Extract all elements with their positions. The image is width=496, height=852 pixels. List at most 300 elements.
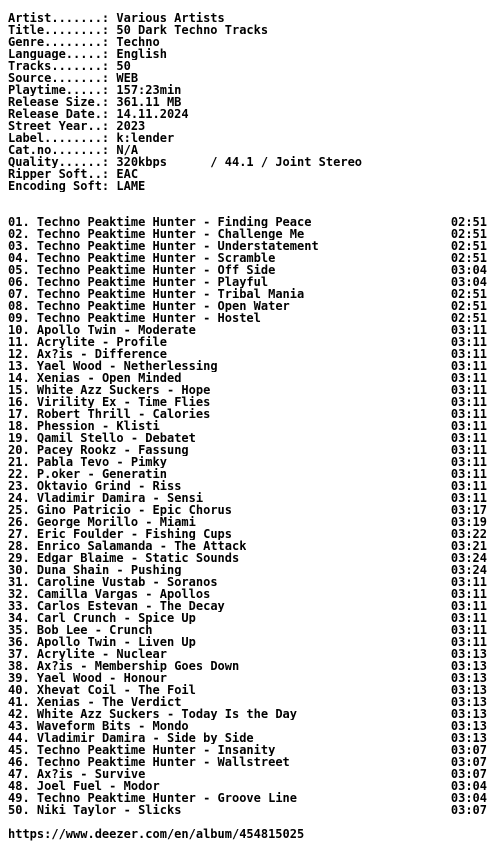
release-info-value: EAC (116, 168, 139, 180)
track-duration: 03:11 (450, 587, 487, 601)
track-number: 05. (8, 264, 30, 276)
track-title: Virility Ex - Time Flies (36, 396, 211, 408)
track-row (8, 312, 490, 324)
track-title: Apollo Twin - Liven Up (36, 636, 196, 648)
track-row (8, 564, 490, 576)
track-entry (8, 804, 181, 816)
track-entry (8, 420, 160, 432)
track-duration: 02:51 (450, 239, 487, 253)
track-duration: 03:11 (450, 635, 487, 649)
track-title: White Azz Suckers - Today Is the Day (36, 708, 298, 720)
release-info-line (8, 48, 490, 60)
track-row (8, 348, 490, 360)
track-row (8, 792, 490, 804)
release-info-label: Label........: (8, 132, 117, 144)
track-title: George Morillo - Miami (36, 516, 196, 528)
track-duration: 03:07 (450, 803, 487, 817)
track-title: Robert Thrill - Calories (36, 408, 211, 420)
track-duration: 03:11 (450, 347, 487, 361)
track-duration: 03:11 (450, 359, 487, 373)
nfo-text (8, 12, 490, 816)
track-title: Gino Patricio - Epic Chorus (36, 504, 232, 516)
track-number: 28. (8, 540, 30, 552)
track-entry (8, 636, 196, 648)
release-info-label: Tracks.......: (8, 60, 117, 72)
track-duration: 02:51 (450, 287, 487, 301)
track-number: 34. (8, 612, 30, 624)
track-entry (8, 336, 167, 348)
track-row (8, 696, 490, 708)
track-title: Pabla Tevo - Pimky (36, 456, 167, 468)
track-number: 40. (8, 684, 30, 696)
track-duration: 03:13 (450, 671, 487, 685)
release-info-line (8, 120, 490, 132)
track-duration: 03:11 (450, 443, 487, 457)
track-number: 07. (8, 288, 30, 300)
track-title: Carl Crunch - Spice Up (36, 612, 196, 624)
track-title: Yael Wood - Netherlessing (36, 360, 218, 372)
release-info-label: Street Year..: (8, 120, 117, 132)
track-number: 18. (8, 420, 30, 432)
track-entry (8, 600, 225, 612)
track-row (8, 252, 490, 264)
track-row (8, 660, 490, 672)
track-entry (8, 456, 167, 468)
track-duration: 03:11 (450, 407, 487, 421)
track-entry (8, 552, 239, 564)
release-info (8, 12, 490, 192)
track-number: 02. (8, 228, 30, 240)
track-row (8, 420, 490, 432)
track-title: Yael Wood - Honour (36, 672, 167, 684)
track-entry (8, 624, 153, 636)
track-entry (8, 588, 210, 600)
track-row (8, 636, 490, 648)
track-duration: 03:11 (450, 431, 487, 445)
track-number: 36. (8, 636, 30, 648)
track-title: Techno Peaktime Hunter - Hostel (36, 312, 261, 324)
track-entry (8, 228, 304, 240)
track-number: 37. (8, 648, 30, 660)
track-number: 19. (8, 432, 30, 444)
track-duration: 03:19 (450, 515, 487, 529)
spacer (8, 192, 490, 216)
track-entry (8, 444, 189, 456)
track-number: 35. (8, 624, 30, 636)
track-duration: 03:04 (450, 263, 487, 277)
track-title: Xenias - The Verdict (36, 696, 182, 708)
track-duration: 02:51 (450, 311, 487, 325)
track-number: 39. (8, 672, 30, 684)
track-duration: 03:11 (450, 479, 487, 493)
track-title: Phession - Klisti (36, 420, 160, 432)
track-duration: 03:04 (450, 275, 487, 289)
track-title: Waveform Bits - Mondo (36, 720, 189, 732)
track-row (8, 720, 490, 732)
release-info-line (8, 84, 490, 96)
track-duration: 03:04 (450, 779, 487, 793)
release-info-line (8, 36, 490, 48)
track-number: 17. (8, 408, 30, 420)
track-row (8, 264, 490, 276)
track-title: Edgar Blaime - Static Sounds (36, 552, 240, 564)
release-info-label: Title........: (8, 24, 117, 36)
track-duration: 03:13 (450, 647, 487, 661)
track-row (8, 432, 490, 444)
track-row (8, 600, 490, 612)
track-entry (8, 732, 254, 744)
track-title: Techno Peaktime Hunter - Finding Peace (36, 216, 312, 228)
track-entry (8, 492, 203, 504)
track-row (8, 216, 490, 228)
release-info-value: 157:23min (116, 84, 182, 96)
release-info-line (8, 108, 490, 120)
track-row (8, 756, 490, 768)
track-row (8, 804, 490, 816)
track-number: 49. (8, 792, 30, 804)
release-info-value: k:lender (116, 132, 175, 144)
track-row (8, 240, 490, 252)
track-entry (8, 432, 196, 444)
release-info-label: Playtime.....: (8, 84, 117, 96)
track-row (8, 648, 490, 660)
track-row (8, 780, 490, 792)
track-duration: 03:13 (450, 695, 487, 709)
release-info-value: 361.11 MB (116, 96, 182, 108)
track-number: 08. (8, 300, 30, 312)
track-duration: 03:22 (450, 527, 487, 541)
track-number: 44. (8, 732, 30, 744)
track-duration: 03:13 (450, 719, 487, 733)
track-entry (8, 564, 181, 576)
track-title: Techno Peaktime Hunter - Open Water (36, 300, 290, 312)
track-row (8, 300, 490, 312)
track-duration: 03:13 (450, 683, 487, 697)
track-number: 21. (8, 456, 30, 468)
release-info-line (8, 96, 490, 108)
track-duration: 03:11 (450, 575, 487, 589)
release-info-label: Release Size.: (8, 96, 117, 108)
track-duration: 03:04 (450, 791, 487, 805)
track-number: 31. (8, 576, 30, 588)
track-entry (8, 672, 167, 684)
track-duration: 02:51 (450, 251, 487, 265)
track-row (8, 732, 490, 744)
track-duration: 02:51 (450, 227, 487, 241)
track-entry (8, 696, 181, 708)
track-entry (8, 612, 196, 624)
track-title: Techno Peaktime Hunter - Tribal Mania (36, 288, 305, 300)
track-number: 13. (8, 360, 30, 372)
tracklist (8, 216, 490, 816)
track-entry (8, 264, 275, 276)
track-entry (8, 408, 210, 420)
track-duration: 03:11 (450, 611, 487, 625)
track-entry (8, 216, 311, 228)
release-info-label: Genre........: (8, 36, 117, 48)
track-title: Techno Peaktime Hunter - Insanity (36, 744, 276, 756)
track-duration: 03:11 (450, 623, 487, 637)
track-title: Vladimir Damira - Sensi (36, 492, 204, 504)
track-number: 27. (8, 528, 30, 540)
track-title: Xenias - Open Minded (36, 372, 182, 384)
track-number: 42. (8, 708, 30, 720)
track-duration: 02:51 (450, 215, 487, 229)
track-entry (8, 240, 319, 252)
track-duration: 03:07 (450, 767, 487, 781)
track-title: Qamil Stello - Debatet (36, 432, 196, 444)
track-title: Eric Foulder - Fishing Cups (36, 528, 232, 540)
track-title: Enrico Salamanda - The Attack (36, 540, 247, 552)
track-number: 22. (8, 468, 30, 480)
track-row (8, 468, 490, 480)
track-row (8, 228, 490, 240)
track-duration: 03:24 (450, 551, 487, 565)
track-duration: 03:11 (450, 335, 487, 349)
track-duration: 03:11 (450, 395, 487, 409)
track-title: Techno Peaktime Hunter - Off Side (36, 264, 276, 276)
track-title: Oktavio Grind - Riss (36, 480, 182, 492)
release-info-label: Cat.no.......: (8, 144, 117, 156)
track-title: Xhevat Coil - The Foil (36, 684, 196, 696)
track-row (8, 408, 490, 420)
release-info-line (8, 144, 490, 156)
release-info-line (8, 24, 490, 36)
track-entry (8, 300, 290, 312)
track-row (8, 396, 490, 408)
track-row (8, 504, 490, 516)
release-info-label: Language.....: (8, 48, 117, 60)
track-number: 10. (8, 324, 30, 336)
track-entry (8, 480, 181, 492)
release-info-value: N/A (116, 144, 139, 156)
track-number: 29. (8, 552, 30, 564)
track-entry (8, 252, 275, 264)
track-row (8, 576, 490, 588)
track-duration: 03:07 (450, 743, 487, 757)
track-row (8, 540, 490, 552)
track-number: 14. (8, 372, 30, 384)
track-entry (8, 324, 196, 336)
track-duration: 03:11 (450, 491, 487, 505)
track-duration: 03:13 (450, 731, 487, 745)
track-number: 01. (8, 216, 30, 228)
track-title: Caroline Vustab - Soranos (36, 576, 218, 588)
track-title: P.oker - Generatin (36, 468, 167, 480)
track-row (8, 456, 490, 468)
track-row (8, 768, 490, 780)
track-number: 15. (8, 384, 30, 396)
release-info-line (8, 180, 490, 192)
track-entry (8, 780, 160, 792)
track-duration: 02:51 (450, 299, 487, 313)
track-number: 25. (8, 504, 30, 516)
track-number: 16. (8, 396, 30, 408)
track-number: 04. (8, 252, 30, 264)
release-info-label: Source.......: (8, 72, 117, 84)
track-title: Techno Peaktime Hunter - Groove Line (36, 792, 298, 804)
source-url: https://www.deezer.com/en/album/454815025 (8, 827, 305, 841)
track-title: Niki Taylor - Slicks (36, 804, 182, 816)
track-row (8, 672, 490, 684)
track-title: Acrylite - Nuclear (36, 648, 167, 660)
track-entry (8, 396, 210, 408)
track-entry (8, 312, 261, 324)
track-row (8, 492, 490, 504)
track-row (8, 384, 490, 396)
track-duration: 03:24 (450, 563, 487, 577)
track-row (8, 708, 490, 720)
release-info-line (8, 156, 490, 168)
track-entry (8, 576, 218, 588)
track-row (8, 744, 490, 756)
track-title: Joel Fuel - Modor (36, 780, 160, 792)
track-entry (8, 348, 167, 360)
track-title: Ax?is - Survive (36, 768, 146, 780)
track-number: 50. (8, 804, 30, 816)
track-duration: 03:21 (450, 539, 487, 553)
release-info-label: Quality......: (8, 156, 117, 168)
release-info-line (8, 168, 490, 180)
track-row (8, 360, 490, 372)
track-entry (8, 372, 181, 384)
track-title: Techno Peaktime Hunter - Understatement (36, 240, 319, 252)
track-entry (8, 504, 232, 516)
track-entry (8, 684, 196, 696)
track-entry (8, 756, 290, 768)
track-number: 38. (8, 660, 30, 672)
track-title: Camilla Vargas - Apollos (36, 588, 211, 600)
release-info-label: Artist.......: (8, 12, 117, 24)
track-duration: 03:17 (450, 503, 487, 517)
track-number: 48. (8, 780, 30, 792)
track-row (8, 480, 490, 492)
track-number: 45. (8, 744, 30, 756)
track-number: 30. (8, 564, 30, 576)
track-title: Acrylite - Profile (36, 336, 167, 348)
track-duration: 03:07 (450, 755, 487, 769)
track-row (8, 624, 490, 636)
track-title: Ax?is - Membership Goes Down (36, 660, 240, 672)
release-info-line (8, 60, 490, 72)
track-title: Techno Peaktime Hunter - Wallstreet (36, 756, 290, 768)
release-info-value: 320kbps / 44.1 / Joint Stereo (116, 156, 363, 168)
release-info-value: 14.11.2024 (116, 108, 189, 120)
track-row (8, 336, 490, 348)
track-entry (8, 516, 196, 528)
track-entry (8, 468, 167, 480)
track-duration: 03:11 (450, 419, 487, 433)
release-info-value: 50 (116, 60, 131, 72)
release-info-value: 50 Dark Techno Tracks (116, 24, 269, 36)
track-entry (8, 708, 297, 720)
track-entry (8, 528, 232, 540)
track-title: Carlos Estevan - The Decay (36, 600, 225, 612)
track-entry (8, 720, 189, 732)
release-info-line (8, 132, 490, 144)
track-entry (8, 744, 275, 756)
track-number: 09. (8, 312, 30, 324)
track-entry (8, 648, 167, 660)
release-info-value: Techno (116, 36, 160, 48)
track-duration: 03:11 (450, 323, 487, 337)
track-number: 23. (8, 480, 30, 492)
release-info-label: Encoding Soft: (8, 180, 117, 192)
track-number: 47. (8, 768, 30, 780)
track-duration: 03:11 (450, 455, 487, 469)
track-number: 11. (8, 336, 30, 348)
track-entry (8, 540, 246, 552)
track-row (8, 444, 490, 456)
track-number: 26. (8, 516, 30, 528)
track-row (8, 516, 490, 528)
track-title: Bob Lee - Crunch (36, 624, 153, 636)
release-info-label: Ripper Soft..: (8, 168, 117, 180)
track-duration: 03:11 (450, 467, 487, 481)
track-title: Apollo Twin - Moderate (36, 324, 196, 336)
release-info-value: WEB (116, 72, 139, 84)
track-title: Techno Peaktime Hunter - Challenge Me (36, 228, 305, 240)
track-title: Techno Peaktime Hunter - Scramble (36, 252, 276, 264)
release-info-value: 2023 (116, 120, 146, 132)
track-duration: 03:11 (450, 383, 487, 397)
track-duration: 03:13 (450, 707, 487, 721)
track-number: 03. (8, 240, 30, 252)
track-number: 46. (8, 756, 30, 768)
release-info-value: Various Artists (116, 12, 225, 24)
track-duration: 03:11 (450, 371, 487, 385)
track-title: Duna Shain - Pushing (36, 564, 182, 576)
track-entry (8, 660, 239, 672)
track-number: 43. (8, 720, 30, 732)
track-number: 33. (8, 600, 30, 612)
track-row (8, 588, 490, 600)
track-duration: 03:13 (450, 659, 487, 673)
track-row (8, 552, 490, 564)
track-number: 12. (8, 348, 30, 360)
release-info-value: LAME (116, 180, 146, 192)
track-row (8, 324, 490, 336)
release-info-line (8, 72, 490, 84)
track-number: 41. (8, 696, 30, 708)
track-row (8, 684, 490, 696)
track-entry (8, 384, 210, 396)
track-entry (8, 276, 268, 288)
track-row (8, 528, 490, 540)
track-entry (8, 768, 145, 780)
track-entry (8, 792, 297, 804)
track-title: Ax?is - Difference (36, 348, 167, 360)
release-info-value: English (116, 48, 167, 60)
track-row (8, 276, 490, 288)
track-number: 24. (8, 492, 30, 504)
track-row (8, 372, 490, 384)
track-title: White Azz Suckers - Hope (36, 384, 211, 396)
track-title: Vladimir Damira - Side by Side (36, 732, 254, 744)
track-duration: 03:11 (450, 599, 487, 613)
release-info-line (8, 12, 490, 24)
track-number: 32. (8, 588, 30, 600)
track-number: 06. (8, 276, 30, 288)
track-entry (8, 360, 218, 372)
release-info-label: Release Date.: (8, 108, 117, 120)
track-row (8, 612, 490, 624)
track-entry (8, 288, 304, 300)
track-title: Techno Peaktime Hunter - Playful (36, 276, 269, 288)
track-row (8, 288, 490, 300)
track-title: Pacey Rookz - Fassung (36, 444, 189, 456)
track-number: 20. (8, 444, 30, 456)
